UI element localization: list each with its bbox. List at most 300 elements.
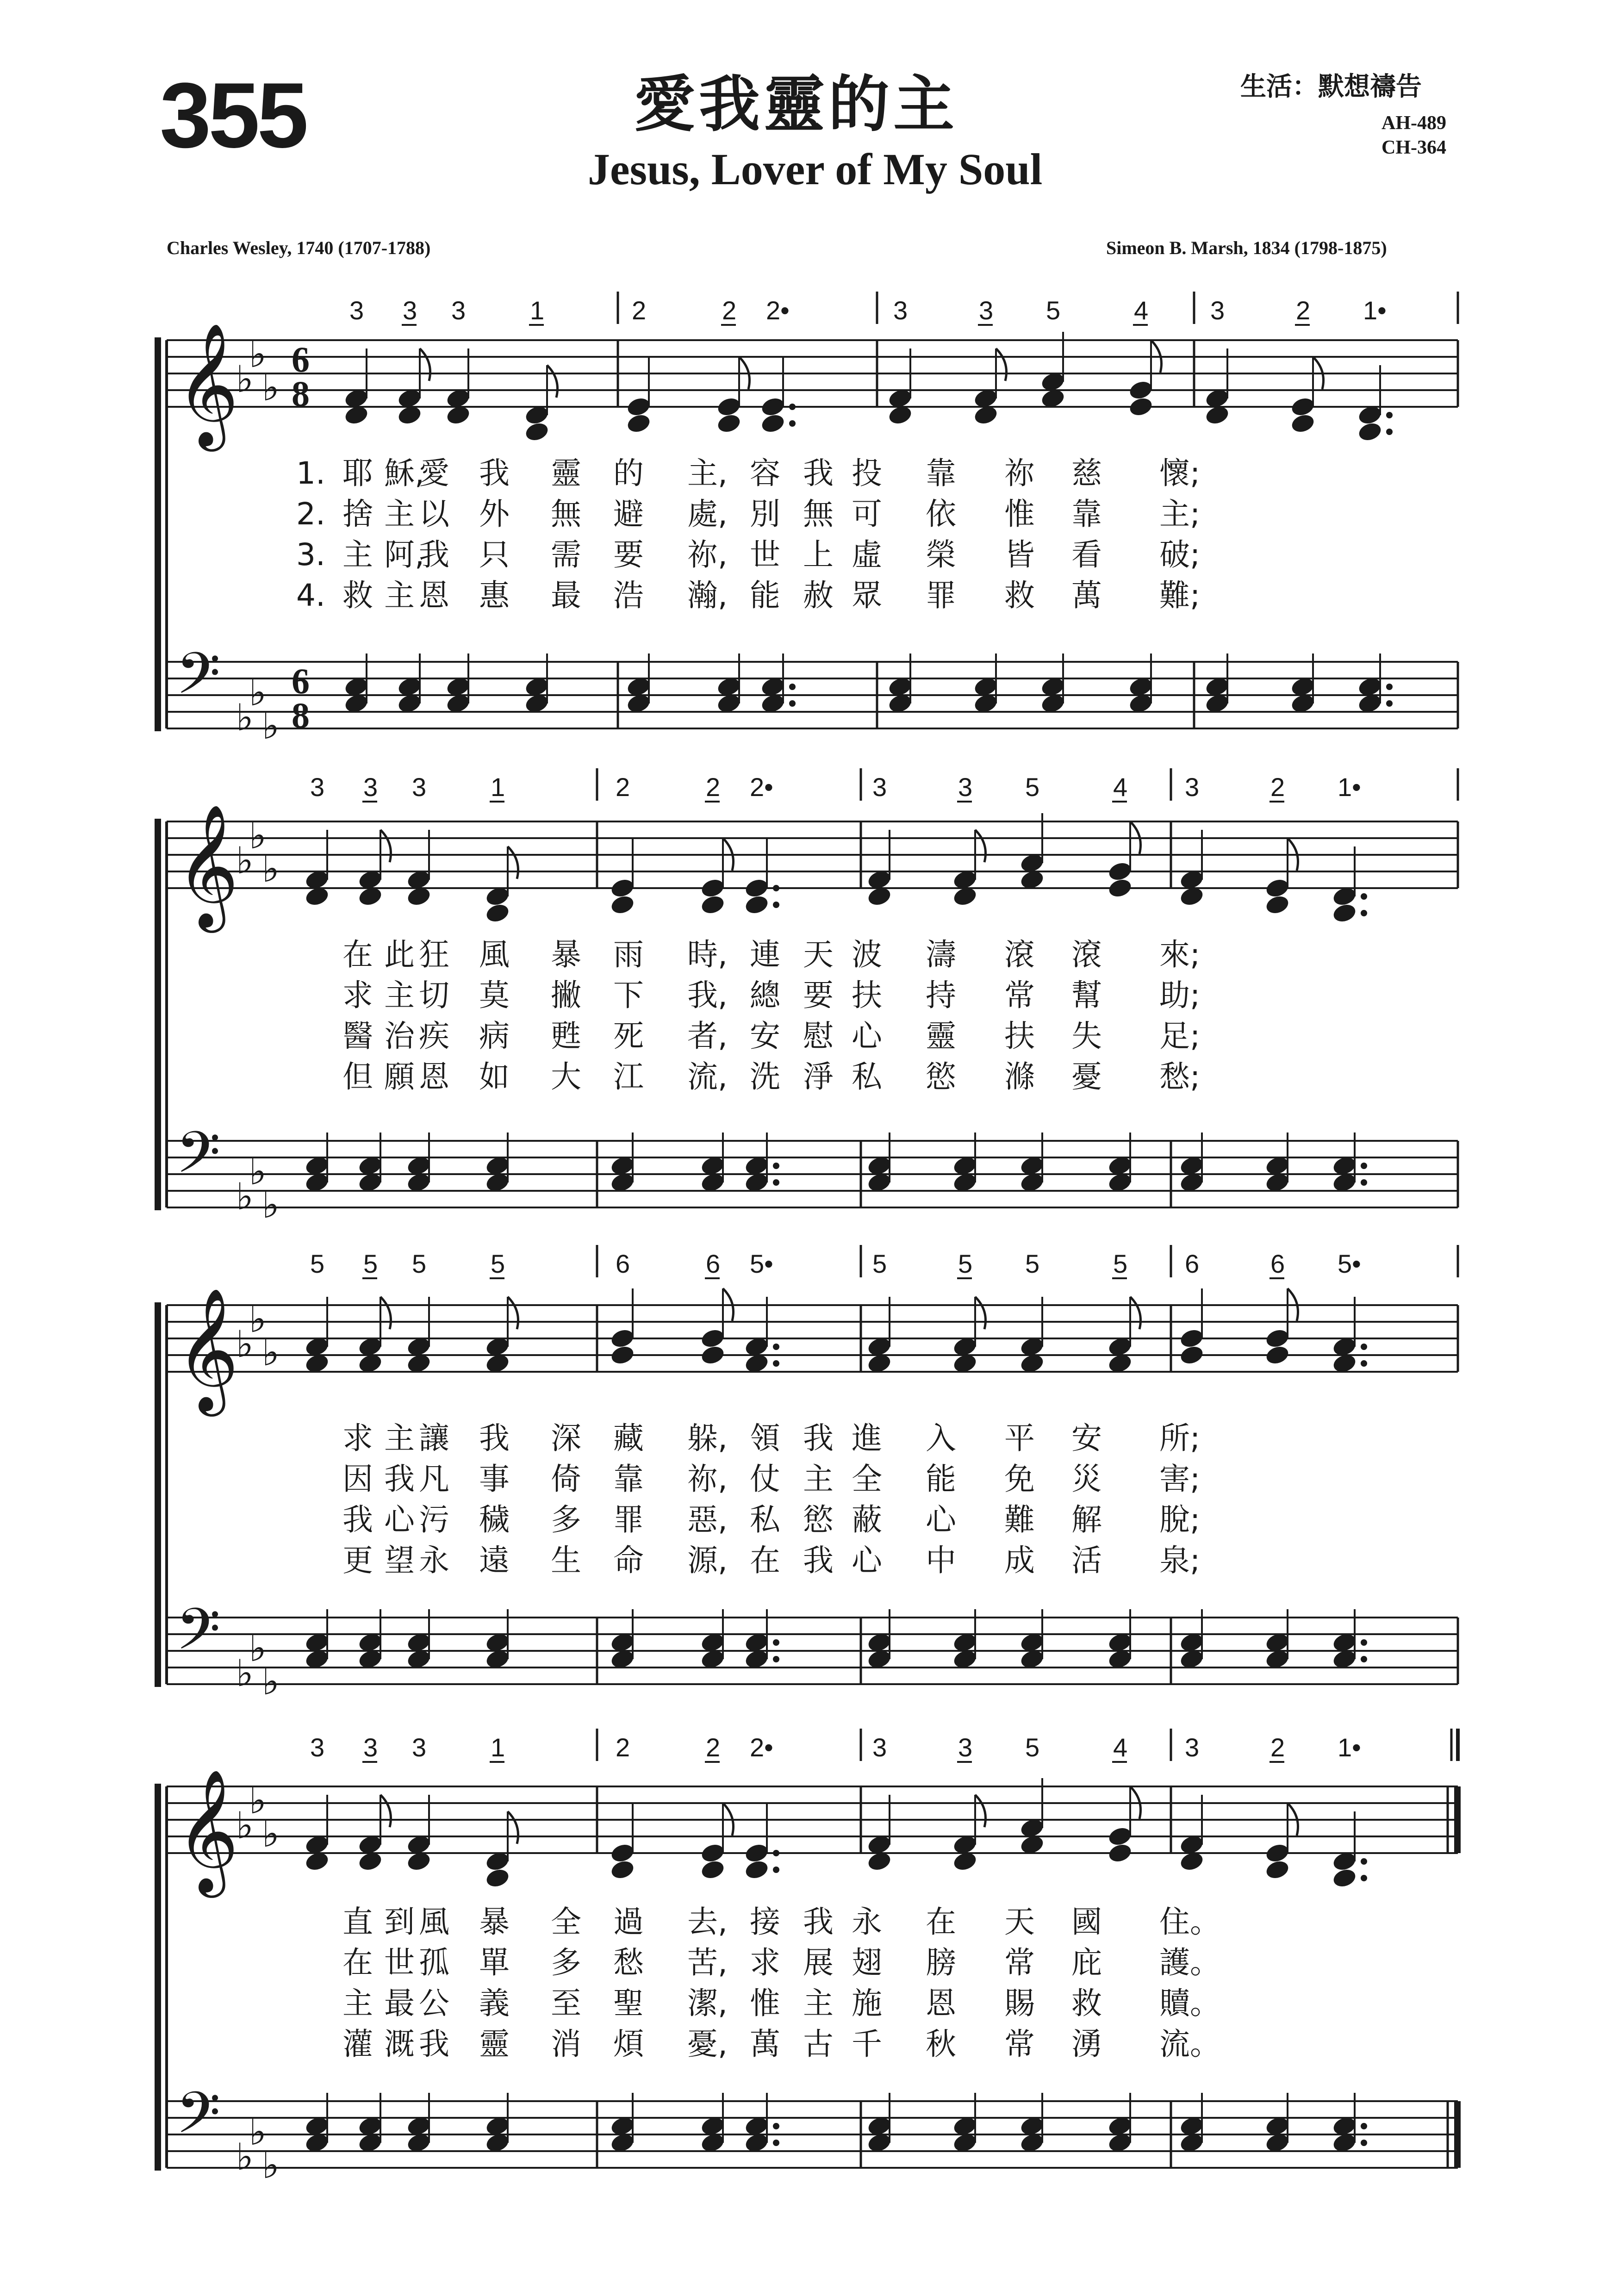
lyric-syllable: 惟 (750, 1985, 780, 2021)
lyric-syllable: 助; (1159, 977, 1201, 1013)
lyric-syllable: 主, (687, 455, 728, 491)
lyric-syllable: 讓 (419, 1420, 449, 1456)
treble-note (1264, 1859, 1291, 1881)
flat-icon: ♭ (262, 847, 280, 890)
flat-icon: ♭ (262, 2144, 280, 2187)
treble-note (700, 1344, 726, 1366)
lyric-syllable: 恩 (419, 1059, 449, 1095)
numbered-note: 2 (706, 1733, 721, 1762)
flat-icon: ♭ (249, 2110, 267, 2153)
lyric-syllable: 過 (613, 1904, 644, 1940)
treble-note (760, 396, 786, 418)
numbered-note: 3 (363, 772, 378, 802)
treble-note (744, 894, 770, 916)
note-flag (547, 365, 558, 398)
lyric-syllable: 煩 (613, 2026, 644, 2062)
numbered-note: 4 (1134, 296, 1149, 325)
lyric-syllable: 我 (803, 1420, 834, 1456)
lyric-syllable: 凡 (419, 1461, 449, 1497)
lyric-syllable: 持 (926, 977, 956, 1013)
lyric-syllable: 入 (926, 1420, 956, 1456)
numbered-note: 6 (616, 1249, 630, 1278)
numbered-note: 5• (1338, 1249, 1361, 1278)
lyric-syllable: 投 (852, 455, 882, 491)
lyric-syllable: 我 (384, 1461, 415, 1497)
music-credit: Simeon B. Marsh, 1834 (1798-1875) (1106, 237, 1387, 258)
lyric-syllable: 翅 (852, 1945, 882, 1980)
numbered-note: 3 (310, 772, 325, 802)
treble-note (1264, 1344, 1291, 1366)
lyric-syllable: 國 (1071, 1904, 1102, 1940)
treble-note (744, 1859, 770, 1881)
numbered-note: 2• (766, 296, 790, 325)
lyric-syllable: 足; (1159, 1018, 1201, 1054)
lyric-syllable: 倚 (551, 1461, 581, 1497)
lyric-syllable: 虛 (852, 537, 882, 572)
lyric-syllable: 主 (803, 1461, 834, 1497)
numbered-note: 5 (1025, 772, 1040, 802)
flat-icon: ♭ (262, 1660, 280, 1703)
lyric-syllable: 濤 (926, 937, 956, 972)
numbered-note: 3 (1185, 772, 1200, 802)
lyric-syllable: 事 (479, 1461, 510, 1497)
treble-note (1264, 1327, 1291, 1350)
note-flag (975, 1297, 986, 1329)
lyric-syllable: 只 (479, 537, 510, 572)
flat-icon: ♭ (236, 696, 254, 739)
lyric-syllable: 罪 (926, 578, 956, 613)
treble-note (626, 412, 652, 435)
lyric-syllable: 永 (852, 1904, 882, 1940)
lyric-syllable: 恩 (419, 578, 449, 613)
bass-note-dot (789, 700, 796, 707)
lyric-syllable: 贖。 (1159, 1985, 1220, 2021)
flat-icon: ♭ (249, 671, 267, 714)
lyric-syllable: 至 (551, 1985, 581, 2021)
system-bracket (155, 1302, 161, 1687)
lyric-syllable: 懷; (1159, 455, 1201, 491)
lyric-syllable: 風 (419, 1904, 449, 1940)
flat-icon: ♭ (236, 1323, 254, 1366)
lyric-syllable: 因 (342, 1461, 373, 1497)
hymn-title-english: Jesus, Lover of My Soul (588, 144, 1043, 194)
bass-note-dot (1361, 2123, 1367, 2129)
lyric-syllable: 暴 (551, 937, 581, 972)
lyric-syllable: 靠 (1071, 496, 1102, 532)
lyric-syllable: 主 (803, 1985, 834, 2021)
treble-clef-icon: 𝄞 (176, 804, 239, 927)
lyric-syllable: 要 (803, 977, 834, 1013)
lyric-syllable: 死 (613, 1018, 644, 1054)
flat-icon: ♭ (249, 1779, 267, 1822)
lyric-syllable: 眾 (852, 578, 882, 613)
lyric-syllable: 護。 (1159, 1945, 1220, 1980)
lyric-syllable: 生 (551, 1543, 581, 1578)
lyric-syllable: 膀 (926, 1945, 956, 1980)
lyric-syllable: 以 (419, 496, 449, 532)
lyric-syllable: 永 (419, 1543, 449, 1578)
lyric-syllable: 義 (479, 1985, 510, 2021)
numbered-note: 6 (1270, 1249, 1285, 1278)
lyric-syllable: 憂 (1071, 1059, 1102, 1095)
lyric-syllable: 消 (551, 2026, 581, 2062)
lyric-syllable: 主; (1159, 496, 1201, 532)
lyric-syllable: 主 (342, 537, 373, 572)
lyric-syllable: 總 (750, 977, 780, 1013)
lyric-syllable: 賜 (1004, 1985, 1035, 2021)
lyric-syllable: 時, (687, 937, 728, 972)
lyric-syllable: 主 (342, 1985, 373, 2021)
lyric-syllable: 去, (687, 1904, 728, 1940)
lyric-syllable: 雨 (613, 937, 644, 972)
lyric-syllable: 可 (852, 496, 882, 532)
lyric-syllable: 主 (384, 578, 415, 613)
bass-note-dot (1386, 684, 1393, 690)
numbered-note: 5 (1046, 296, 1061, 325)
lyric-syllable: 波 (852, 937, 882, 972)
flat-icon: ♭ (262, 1183, 280, 1226)
lyric-syllable: 救 (342, 578, 373, 613)
bass-note-dot (1361, 1163, 1367, 1169)
numbered-note: 3 (412, 1733, 427, 1762)
lyric-syllable: 看 (1071, 537, 1102, 572)
treble-note (1107, 860, 1133, 883)
numbered-note: 3 (979, 296, 994, 325)
lyric-syllable: 惡, (687, 1502, 728, 1537)
lyric-syllable: 心 (926, 1502, 956, 1537)
lyric-syllable: 靠 (613, 1461, 644, 1497)
lyric-syllable: 全 (551, 1904, 581, 1940)
lyric-syllable: 藏 (613, 1420, 644, 1456)
numbered-note: 5 (412, 1249, 427, 1278)
lyric-syllable: 公 (419, 1985, 449, 2021)
flat-icon: ♭ (236, 2135, 254, 2178)
treble-note (1264, 894, 1291, 916)
lyric-syllable: 捨 (342, 496, 373, 532)
numbered-note: 5 (310, 1249, 325, 1278)
lyric-syllable: 施 (852, 1985, 882, 2021)
numbered-note: 3 (958, 772, 973, 802)
lyric-syllable: 愛 (419, 455, 449, 491)
note-flag (380, 1297, 391, 1329)
lyric-syllable: 聖 (613, 1985, 644, 2021)
lyric-syllable: 無 (551, 496, 581, 532)
flat-icon: ♭ (249, 1150, 267, 1193)
lyric-syllable: 救 (1071, 1985, 1102, 2021)
lyric-syllable: 我 (803, 1904, 834, 1940)
lyric-syllable: 命 (613, 1543, 644, 1578)
bass-note-dot (1361, 2140, 1367, 2146)
numbered-note: 3 (310, 1733, 325, 1762)
note-flag (1130, 1297, 1141, 1329)
lyric-syllable: 4. (296, 578, 325, 613)
note-flag (508, 1811, 518, 1844)
flat-icon: ♭ (262, 1331, 280, 1374)
numbered-note: 2 (1270, 772, 1285, 802)
numbered-note: 1• (1363, 296, 1387, 325)
lyric-syllable: 狂 (419, 937, 449, 972)
lyric-syllable: 秋 (926, 2026, 956, 2062)
numbered-note: 1 (491, 772, 505, 802)
treble-note (1107, 1842, 1133, 1864)
lyric-syllable: 多 (551, 1945, 581, 1980)
treble-note (610, 1344, 636, 1366)
bass-note-dot (1361, 1639, 1367, 1646)
hymnal-reference-ah: AH-489 (1382, 112, 1446, 134)
numbered-note: 2 (1296, 296, 1311, 325)
lyric-syllable: 展 (803, 1945, 834, 1980)
note-flag (380, 830, 391, 862)
note-flag (975, 1795, 986, 1827)
lyric-syllable: 靈 (551, 455, 581, 491)
numbered-note: 5• (750, 1249, 773, 1278)
lyric-syllable: 慰 (803, 1018, 834, 1054)
numbered-note: 2 (616, 1733, 630, 1762)
lyric-syllable: 我 (419, 537, 449, 572)
time-signature-top: 6 (292, 661, 310, 701)
treble-note (1332, 1867, 1358, 1889)
bass-clef-icon: 𝄢 (176, 1596, 221, 1677)
lyric-syllable: 無 (803, 496, 834, 532)
lyric-syllable: 穢 (479, 1502, 510, 1537)
system-bracket (155, 819, 161, 1210)
lyric-syllable: 扶 (1004, 1018, 1035, 1054)
lyric-syllable: 我 (803, 455, 834, 491)
lyric-syllable: 浩 (613, 578, 644, 613)
lyric-syllable: 大 (551, 1059, 581, 1095)
lyric-syllable: 更 (342, 1543, 373, 1578)
treble-note (700, 877, 726, 899)
treble-note (744, 877, 770, 899)
lyric-syllable: 靈 (479, 2026, 510, 2062)
lyric-syllable: 多 (551, 1502, 581, 1537)
lyric-syllable: 流。 (1159, 2026, 1220, 2062)
lyric-syllable: 主 (384, 496, 415, 532)
lyric-syllable: 失 (1071, 1018, 1102, 1054)
lyric-syllable: 污 (419, 1502, 449, 1537)
system-bracket (155, 1784, 161, 2171)
lyric-syllable: 皆 (1004, 537, 1035, 572)
treble-note (700, 1842, 726, 1864)
lyric-syllable: 脫; (1159, 1502, 1201, 1537)
lyric-syllable: 的 (613, 455, 644, 491)
treble-clef-icon: 𝄞 (176, 323, 239, 446)
lyric-syllable: 求 (342, 1420, 373, 1456)
lyric-syllable: 難; (1159, 578, 1201, 613)
lyric-syllable: 穌, (384, 455, 424, 491)
numbered-note: 3 (872, 1733, 887, 1762)
lyric-syllable: 領 (750, 1420, 780, 1456)
lyric-syllable: 淨 (803, 1059, 834, 1095)
lyric-syllable: 能 (750, 578, 780, 613)
treble-note (1332, 902, 1358, 924)
lyric-syllable: 源, (687, 1543, 728, 1578)
lyric-syllable: 免 (1004, 1461, 1035, 1497)
lyric-syllable: 病 (479, 1018, 510, 1054)
treble-note-dot (789, 420, 796, 427)
lyric-syllable: 此 (384, 937, 415, 972)
lyric-syllable: 靠 (926, 455, 956, 491)
treble-note-dot (1361, 1360, 1367, 1367)
bass-note-dot (1386, 700, 1393, 707)
lyric-syllable: 在 (342, 937, 373, 972)
lyric-syllable: 在 (342, 1945, 373, 1980)
lyric-syllable: 者, (687, 1018, 728, 1054)
flat-icon: ♭ (236, 358, 254, 401)
hymn-category: 生活：默想禱告 (1240, 72, 1422, 102)
numbered-note: 3 (403, 296, 417, 325)
lyric-syllable: 莫 (479, 977, 510, 1013)
numbered-note: 2 (632, 296, 647, 325)
treble-note-dot (1361, 1344, 1367, 1350)
lyric-syllable: 直 (342, 1904, 373, 1940)
lyric-syllable: 災 (1071, 1461, 1102, 1497)
treble-note-dot (1386, 412, 1393, 418)
lyric-syllable: 需 (551, 537, 581, 572)
lyric-syllable: 私 (852, 1059, 882, 1095)
lyric-syllable: 世 (750, 537, 780, 572)
lyric-syllable: 外 (479, 496, 510, 532)
flat-icon: ♭ (262, 366, 280, 409)
words-credit: Charles Wesley, 1740 (1707-1788) (167, 237, 431, 258)
lyric-syllable: 古 (803, 2026, 834, 2062)
treble-note-dot (1361, 1875, 1367, 1881)
lyric-syllable: 最 (551, 578, 581, 613)
lyric-syllable: 求 (342, 977, 373, 1013)
lyric-syllable: 望 (384, 1543, 415, 1578)
numbered-note: 4 (1113, 1733, 1128, 1762)
treble-clef-icon: 𝄞 (176, 1769, 239, 1892)
hymn-title-chinese: 愛我靈的主 (634, 69, 958, 140)
lyric-syllable: 江 (613, 1059, 644, 1095)
numbered-note: 5 (872, 1249, 887, 1278)
numbered-note: 3 (1210, 296, 1225, 325)
lyric-syllable: 心 (852, 1543, 882, 1578)
lyric-syllable: 到 (384, 1904, 415, 1940)
lyric-syllable: 萬 (1071, 578, 1102, 613)
lyric-syllable: 滌 (1004, 1059, 1035, 1095)
lyric-syllable: 慈 (1071, 455, 1102, 491)
flat-icon: ♭ (236, 1804, 254, 1847)
lyric-syllable: 瀚, (687, 578, 728, 613)
lyric-syllable: 泉; (1159, 1543, 1201, 1578)
numbered-note: 3 (349, 296, 364, 325)
lyric-syllable: 來; (1159, 937, 1201, 972)
treble-note-dot (789, 404, 796, 410)
treble-note (1179, 1327, 1205, 1350)
lyric-syllable: 醫 (342, 1018, 373, 1054)
note-flag (508, 1297, 518, 1329)
lyric-syllable: 我 (479, 455, 510, 491)
flat-icon: ♭ (249, 333, 267, 376)
lyric-syllable: 住。 (1159, 1904, 1220, 1940)
treble-note (610, 1859, 636, 1881)
treble-note (716, 396, 742, 418)
treble-note (1128, 379, 1154, 401)
treble-note-dot (1361, 910, 1367, 916)
lyric-syllable: 祢, (687, 537, 728, 572)
lyric-syllable: 甦 (551, 1018, 581, 1054)
note-flag (420, 348, 430, 381)
treble-note-dot (773, 1867, 779, 1873)
bass-note-dot (773, 1639, 779, 1646)
treble-note (1264, 877, 1291, 899)
lyric-syllable: 扶 (852, 977, 882, 1013)
lyric-syllable: 下 (613, 977, 644, 1013)
system-bracket (155, 337, 161, 731)
lyric-syllable: 避 (613, 496, 644, 532)
numbered-note: 5 (363, 1249, 378, 1278)
bass-note-dot (1361, 1179, 1367, 1186)
lyric-syllable: 最 (384, 1985, 415, 2021)
flat-icon: ♭ (249, 1627, 267, 1670)
treble-note (1290, 412, 1316, 435)
lyric-syllable: 撇 (551, 977, 581, 1013)
lyric-syllable: 赦 (803, 578, 834, 613)
treble-note-dot (773, 885, 779, 891)
lyric-syllable: 私 (750, 1502, 780, 1537)
lyric-syllable: 我 (479, 1420, 510, 1456)
lyric-syllable: 在 (926, 1904, 956, 1940)
numbered-note: 2• (750, 1733, 773, 1762)
numbered-note: 2• (750, 772, 773, 802)
lyric-syllable: 靈 (926, 1018, 956, 1054)
lyric-syllable: 進 (852, 1420, 882, 1456)
lyric-syllable: 心 (384, 1502, 415, 1537)
flat-icon: ♭ (262, 704, 280, 747)
lyric-syllable: 依 (926, 496, 956, 532)
numbered-note: 3 (363, 1733, 378, 1762)
note-flag (380, 1795, 391, 1827)
lyric-syllable: 能 (926, 1461, 956, 1497)
lyric-syllable: 流, (687, 1059, 728, 1095)
numbered-note: 2 (616, 772, 630, 802)
lyric-syllable: 活 (1071, 1543, 1102, 1578)
treble-note (626, 396, 652, 418)
flat-icon: ♭ (249, 814, 267, 857)
lyric-syllable: 在 (750, 1543, 780, 1578)
bass-clef-icon: 𝄢 (176, 1120, 221, 1200)
lyric-syllable: 如 (479, 1059, 510, 1095)
treble-note (700, 894, 726, 916)
lyric-syllable: 仗 (750, 1461, 780, 1497)
treble-note-dot (1361, 1858, 1367, 1865)
bass-clef-icon: 𝄢 (176, 2080, 221, 2160)
treble-note-dot (1386, 429, 1393, 435)
lyric-syllable: 單 (479, 1945, 510, 1980)
bass-clef-icon: 𝄢 (176, 641, 221, 721)
treble-note (700, 1859, 726, 1881)
treble-note (485, 1867, 511, 1889)
flat-icon: ♭ (249, 1298, 267, 1341)
lyric-syllable: 蔽 (852, 1502, 882, 1537)
treble-note (1107, 877, 1133, 899)
lyric-syllable: 世 (384, 1945, 415, 1980)
numbered-note: 5 (491, 1249, 505, 1278)
lyric-syllable: 罪 (613, 1502, 644, 1537)
lyric-syllable: 疾 (419, 1018, 449, 1054)
treble-note (610, 894, 636, 916)
lyric-syllable: 恩 (926, 1985, 956, 2021)
lyric-syllable: 平 (1004, 1420, 1035, 1456)
lyric-syllable: 治 (384, 1018, 415, 1054)
bass-note-dot (773, 2123, 779, 2129)
lyric-syllable: 3. (296, 537, 325, 572)
lyric-syllable: 接 (750, 1904, 780, 1940)
lyric-syllable: 惠 (479, 578, 510, 613)
lyric-syllable: 別 (750, 496, 780, 532)
note-flag (996, 348, 1007, 381)
